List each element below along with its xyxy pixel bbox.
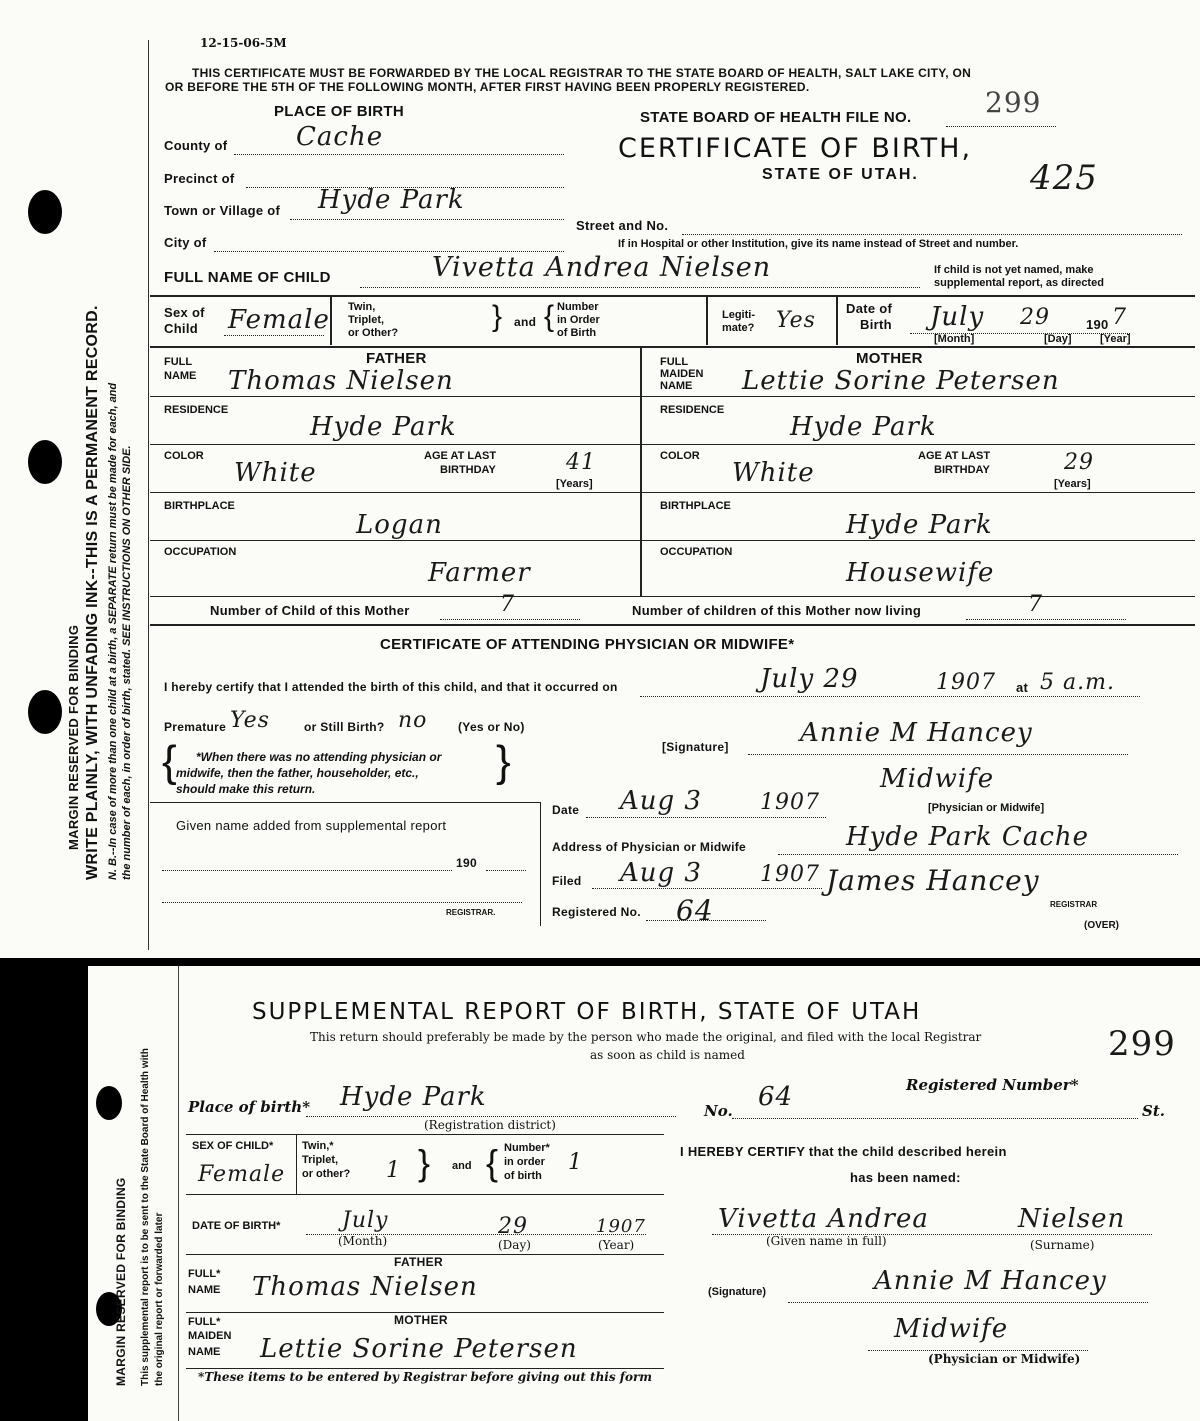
surname-caption: (Surname) — [1030, 1238, 1095, 1252]
surname-value: Nielsen — [1018, 1204, 1126, 1234]
physician-signature: Annie M Hancey — [800, 718, 1033, 748]
punch-hole — [28, 190, 62, 234]
residence-label: RESIDENCE — [660, 404, 725, 416]
footnote: *These items to be entered by Registrar before giving out this form — [198, 1370, 652, 1384]
form-code: 12-15-06-5M — [200, 36, 287, 50]
dob-year: 1907 — [596, 1216, 646, 1237]
and-label: and — [514, 315, 537, 329]
margin-binding-note: MARGIN RESERVED FOR BINDING — [66, 624, 81, 850]
signature-label: (Signature) — [708, 1286, 767, 1298]
dob-year-prefix: 190 — [1086, 317, 1109, 332]
town-value: Hyde Park — [318, 185, 465, 215]
given-name-value: Vivetta Andrea — [718, 1204, 929, 1234]
file-number: 299 — [985, 86, 1042, 119]
brace: { — [486, 1142, 499, 1183]
age-label-2: BIRTHDAY — [440, 464, 496, 476]
mother-heading: MOTHER — [394, 1313, 448, 1327]
sex-label: Sex of — [164, 305, 205, 320]
registered-number-label: Registered Number* — [906, 1076, 1079, 1094]
occurred-date: July 29 — [760, 664, 859, 694]
margin-supplemental-note: This supplemental report is to be sent to the State Board of Health with — [140, 1048, 151, 1386]
no-attendant-note-2: midwife, then the father, householder, etc., — [176, 766, 419, 780]
legitimate-value: Yes — [776, 308, 816, 333]
father-color: White — [234, 458, 317, 488]
county-value: Cache — [296, 122, 384, 152]
premature-value: Yes — [230, 708, 270, 733]
physician-heading: CERTIFICATE OF ATTENDING PHYSICIAN OR MIDWIFE* — [380, 636, 795, 653]
physician-caption: [Physician or Midwife] — [928, 802, 1045, 814]
filed-value: Aug 3 — [620, 858, 702, 888]
year-caption: (Year) — [598, 1238, 635, 1252]
street-label: Street and No. — [576, 218, 669, 233]
number-label-3: of Birth — [557, 327, 597, 339]
certify-text: I hereby certify that I attended the birth of this child, and that it occurred on — [164, 680, 618, 694]
yesno-label: (Yes or No) — [458, 720, 525, 734]
mother-residence: Hyde Park — [790, 412, 937, 442]
name-label: NAME — [660, 380, 693, 392]
punch-hole — [96, 1086, 122, 1120]
full-label: FULL — [660, 356, 689, 368]
legit-label-2: mate? — [722, 322, 755, 334]
physician-caption: (Physician or Midwife) — [928, 1352, 1081, 1366]
margin-supplemental-note-2: the original report or forwarded later — [154, 1212, 165, 1386]
number-label: Number* — [504, 1142, 550, 1154]
twin-label-3: or Other? — [348, 327, 399, 339]
address-value: Hyde Park Cache — [846, 822, 1090, 852]
over-label: (OVER) — [1084, 920, 1119, 931]
supplemental-subtitle: This return should preferably be made by the person who made the original, and filed with the local Registrar — [310, 1030, 982, 1044]
sex-label: SEX OF CHILD* — [192, 1140, 274, 1152]
not-named-note-2: supplemental report, as directed — [934, 277, 1104, 289]
age-label: AGE AT LAST — [424, 450, 497, 462]
signer-title: Midwife — [880, 764, 995, 794]
stillbirth-label: or Still Birth? — [304, 720, 385, 734]
father-residence: Hyde Park — [310, 412, 457, 442]
stillbirth-value: no — [398, 708, 428, 733]
color-label: COLOR — [164, 450, 204, 462]
maiden-label: MAIDEN — [660, 368, 704, 380]
date-year: 1907 — [760, 790, 820, 815]
stamp-number: 425 — [1030, 158, 1098, 198]
hospital-note: If in Hospital or other Institution, give its name instead of Street and number. — [618, 238, 1019, 250]
twin-label-2: Triplet, — [348, 314, 385, 326]
dob-month: July — [930, 302, 985, 332]
full-label: FULL — [164, 356, 193, 368]
father-occupation: Farmer — [428, 558, 531, 588]
name-label: NAME — [164, 370, 197, 382]
margin-rule — [178, 966, 179, 1421]
occurred-time: 5 a.m. — [1040, 670, 1115, 695]
day-caption: (Day) — [498, 1238, 531, 1252]
no-value: 64 — [758, 1082, 794, 1112]
brace: } — [496, 737, 511, 786]
brace: { — [162, 737, 177, 786]
twin-label-3: or other? — [302, 1168, 351, 1180]
punch-hole — [28, 440, 62, 484]
forward-notice: THIS CERTIFICATE MUST BE FORWARDED BY THE LOCAL REGISTRAR TO THE STATE BOARD OF HEALTH, SALT LAKE CITY, ON — [192, 66, 972, 80]
father-birthplace: Logan — [356, 510, 443, 540]
dob-year: 7 — [1112, 305, 1127, 330]
dob-label-2: Birth — [860, 317, 892, 332]
sex-value: Female — [228, 305, 330, 335]
file-no-label: STATE BOARD OF HEALTH FILE NO. — [640, 109, 912, 126]
state-label: STATE OF UTAH. — [762, 166, 919, 183]
dob-day: 29 — [498, 1214, 528, 1239]
at-label: at — [1016, 680, 1029, 695]
dob-label: DATE OF BIRTH* — [192, 1220, 281, 1232]
child-name-label: FULL NAME OF CHILD — [164, 269, 331, 286]
full-label: FULL* — [188, 1316, 221, 1328]
registrar-signature: James Hancey — [826, 864, 1040, 897]
sex-label-2: Child — [164, 321, 198, 336]
legit-label: Legiti- — [722, 309, 755, 321]
name-label: NAME — [188, 1346, 221, 1358]
twin-label: Twin, — [348, 301, 376, 313]
dob-day: 29 — [1020, 305, 1050, 330]
month-caption: (Month) — [338, 1234, 388, 1248]
county-label: County of — [164, 138, 228, 153]
dob-month: July — [342, 1208, 389, 1233]
mother-age: 29 — [1064, 450, 1094, 475]
certificate-title: CERTIFICATE OF BIRTH, — [618, 133, 973, 164]
precinct-label: Precinct of — [164, 171, 235, 186]
given-name-year: 190 — [456, 856, 477, 870]
and-label: and — [452, 1160, 472, 1172]
sex-value: Female — [198, 1162, 286, 1187]
twin-value: 1 — [386, 1158, 401, 1183]
month-caption: [Month] — [934, 333, 975, 345]
age-label-2: BIRTHDAY — [934, 464, 990, 476]
brace: { — [544, 300, 555, 333]
no-attendant-note: *When there was no attending physician or — [196, 750, 442, 764]
number-label-2: in Order — [557, 314, 600, 326]
given-name-box-label: Given name added from supplemental report — [176, 818, 447, 833]
mother-color: White — [732, 458, 815, 488]
registrar-caption: REGISTRAR — [1050, 900, 1098, 909]
full-label: FULL* — [188, 1268, 221, 1280]
premature-label: Premature — [164, 720, 227, 734]
city-label: City of — [164, 235, 207, 250]
dob-label: Date of — [846, 301, 893, 316]
signer-title: Midwife — [894, 1314, 1009, 1344]
years-caption: [Years] — [556, 478, 593, 490]
supplemental-file-number: 299 — [1108, 1024, 1176, 1064]
punch-hole — [28, 690, 62, 734]
number-label: Number — [557, 301, 599, 313]
date-label: Date — [552, 803, 580, 817]
margin-nb-note: N. B.--In case of more than one child at a birth, a SEPARATE return must be made for each, and — [107, 382, 119, 880]
number-value: 1 — [568, 1150, 583, 1175]
address-label: Address of Physician or Midwife — [552, 840, 747, 854]
not-named-note: If child is not yet named, make — [934, 264, 1094, 276]
no-label: No. — [704, 1102, 733, 1120]
num-child-label: Number of Child of this Mother — [210, 603, 410, 618]
no-attendant-note-3: should make this return. — [176, 782, 316, 796]
registered-number: 64 — [676, 894, 714, 927]
num-child-value: 7 — [500, 592, 515, 617]
color-label: COLOR — [660, 450, 700, 462]
filed-label: Filed — [552, 874, 582, 888]
margin-rule — [148, 40, 149, 950]
day-caption: [Day] — [1044, 333, 1072, 345]
number-label-2: in order — [504, 1156, 545, 1168]
supplemental-title: SUPPLEMENTAL REPORT OF BIRTH, STATE OF UTAH — [252, 999, 922, 1025]
father-name: Thomas Nielsen — [228, 366, 454, 396]
num-living-label: Number of children of this Mother now living — [632, 603, 922, 618]
father-heading: FATHER — [394, 1255, 443, 1269]
forward-notice-2: OR BEFORE THE 5TH OF THE FOLLOWING MONTH, AFTER FIRST HAVING BEEN PROPERLY REGISTERED. — [165, 80, 810, 94]
father-name: Thomas Nielsen — [252, 1272, 478, 1302]
occupation-label: OCCUPATION — [164, 546, 237, 558]
birthplace-label: BIRTHPLACE — [660, 500, 731, 512]
father-heading: FATHER — [366, 350, 427, 367]
certify-text: I HEREBY CERTIFY that the child described herein — [680, 1144, 1007, 1159]
margin-ink-note: WRITE PLAINLY, WITH UNFADING INK--THIS IS A PERMANENT RECORD. — [84, 305, 101, 880]
mother-name: Lettie Sorine Petersen — [260, 1334, 578, 1364]
number-label-3: of birth — [504, 1170, 542, 1182]
mother-name: Lettie Sorine Petersen — [742, 366, 1060, 396]
signature-label: [Signature] — [662, 740, 729, 754]
occupation-label: OCCUPATION — [660, 546, 733, 558]
registrar-small-caption: REGISTRAR. — [446, 908, 496, 917]
occurred-year: 1907 — [936, 670, 996, 695]
years-caption: [Years] — [1054, 478, 1091, 490]
registration-district-caption: (Registration district) — [424, 1118, 556, 1132]
date-value: Aug 3 — [620, 786, 702, 816]
mother-birthplace: Hyde Park — [846, 510, 993, 540]
mother-heading: MOTHER — [856, 350, 923, 367]
place-of-birth-heading: PLACE OF BIRTH — [274, 103, 405, 120]
child-name-value: Vivetta Andrea Nielsen — [432, 252, 772, 283]
age-label: AGE AT LAST — [918, 450, 991, 462]
num-living-value: 7 — [1028, 592, 1043, 617]
town-label: Town or Village of — [164, 203, 281, 218]
st-label: St. — [1142, 1102, 1165, 1120]
registered-label: Registered No. — [552, 905, 641, 919]
father-age: 41 — [566, 450, 596, 475]
twin-label: Twin,* — [302, 1140, 334, 1152]
margin-binding-note: MARGIN RESERVED FOR BINDING — [114, 1177, 128, 1386]
birthplace-label: BIRTHPLACE — [164, 500, 235, 512]
filed-year: 1907 — [760, 862, 820, 887]
given-name-caption: (Given name in full) — [766, 1234, 887, 1248]
name-label: NAME — [188, 1284, 221, 1296]
maiden-label: MAIDEN — [188, 1330, 232, 1342]
brace: } — [492, 300, 503, 333]
residence-label: RESIDENCE — [164, 404, 229, 416]
supplemental-subtitle-2: as soon as child is named — [590, 1048, 745, 1062]
margin-nb-note-2: the number of each, in order of birth, stated. SEE INSTRUCTIONS ON OTHER SIDE. — [121, 445, 133, 880]
signature-value: Annie M Hancey — [874, 1266, 1107, 1296]
place-of-birth-value: Hyde Park — [340, 1082, 487, 1112]
mother-occupation: Housewife — [846, 558, 995, 588]
twin-label-2: Triplet, — [302, 1154, 339, 1166]
place-of-birth-label: Place of birth* — [188, 1098, 311, 1116]
brace: } — [418, 1142, 431, 1183]
supplemental-report — [88, 966, 1200, 1421]
year-caption: [Year] — [1100, 333, 1131, 345]
certify-text-2: has been named: — [850, 1170, 961, 1185]
